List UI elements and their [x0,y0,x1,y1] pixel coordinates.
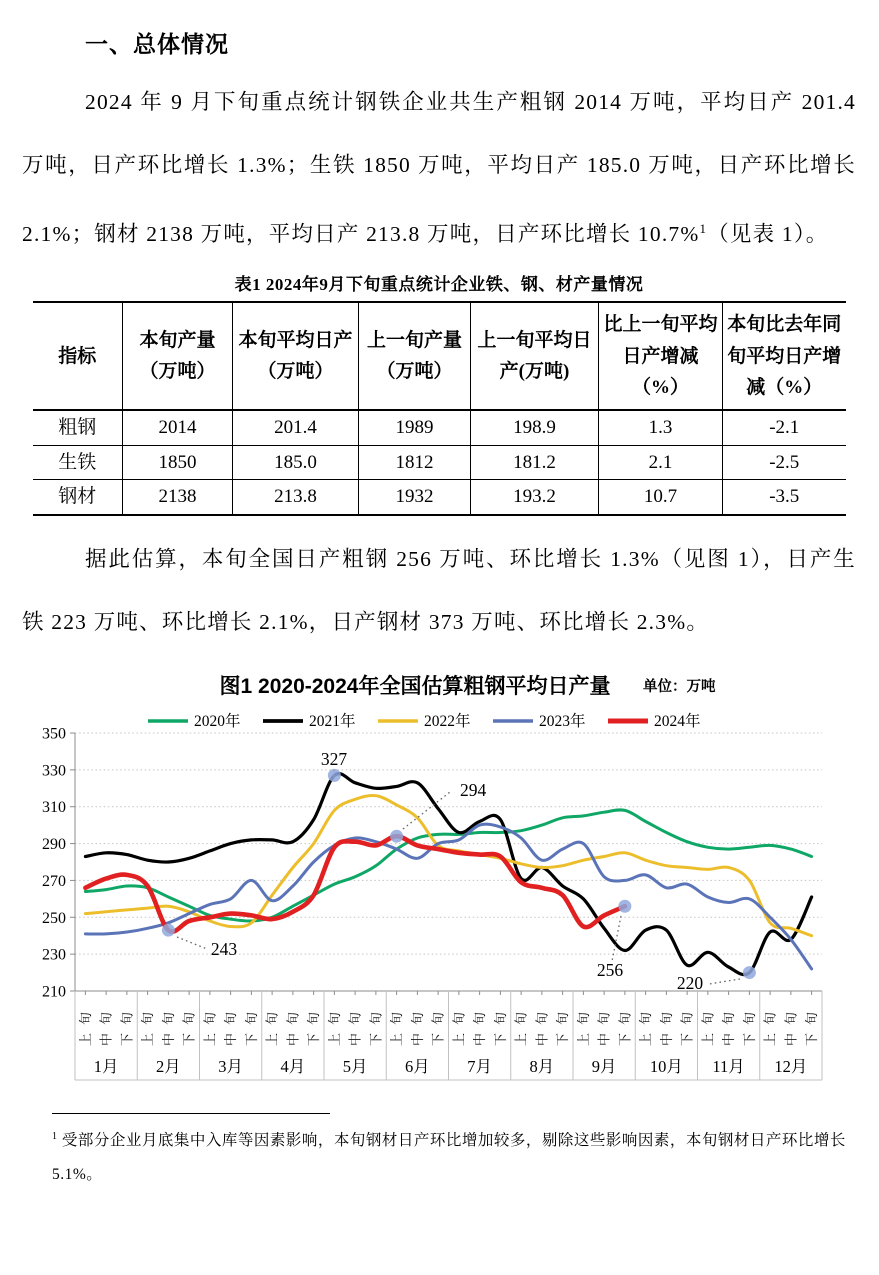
month-label: 6月 [405,1056,430,1076]
paragraph-estimate: 据此估算，本旬全国日产粗钢 256 万吨、环比增长 1.3%（见图 1），日产生铁 223 万吨、环比增长 2.1%，日产钢材 373 万吨、环比增长 2.3%。 [22,546,856,634]
table-header-cell: 比上一旬平均日产增减（%） [599,302,723,410]
annotation-connector [709,979,740,984]
month-label: 10月 [649,1056,683,1076]
x-period-label: 下旬 [617,1003,633,1046]
table-title: 表1 2024年9月下旬重点统计企业铁、钢、材产量情况 [234,275,644,295]
x-period-label: 上旬 [638,1003,654,1046]
table-cell: 1.3 [599,410,723,445]
x-period-label: 上旬 [513,1003,529,1046]
table-cell: 1989 [359,410,471,445]
table-cell: 2.1 [599,445,723,480]
annotation-label: 220 [676,972,704,993]
x-period-label: 中旬 [409,1003,425,1046]
annotation-marker [328,769,341,782]
annotation-label: 294 [460,779,487,800]
table-cell: -2.1 [723,410,846,445]
month-label: 8月 [529,1056,555,1076]
y-axis-label: 310 [42,799,66,817]
footnote [52,1120,856,1192]
table-body [33,410,846,515]
table-header-cell: 本旬产量（万吨） [123,302,233,410]
x-period-label: 中旬 [347,1003,363,1046]
table-header-cell: 指标 [33,302,123,410]
footnote-reference: 1 [699,221,708,236]
x-period-label: 中旬 [783,1003,799,1046]
annotation-label: 243 [210,938,238,959]
x-period-label: 下旬 [804,1003,820,1046]
x-period-label: 下旬 [181,1003,197,1046]
table-cell: 2138 [123,480,233,515]
table-cell: 1932 [359,480,471,515]
x-period-label: 上旬 [264,1003,280,1046]
table-cell: 181.2 [471,445,599,480]
table-cell: 213.8 [233,480,359,515]
x-period-label: 上旬 [451,1003,467,1046]
legend-label: 2020年 [194,712,241,730]
x-period-label: 中旬 [285,1003,301,1046]
series-line-2021年 [85,773,811,974]
table-row [33,480,846,515]
x-period-label: 中旬 [721,1003,737,1046]
annotation-connector [177,937,207,949]
production-table [33,301,846,516]
month-label: 4月 [280,1056,306,1076]
y-axis-label: 350 [42,725,66,743]
y-axis-label: 210 [42,983,66,1001]
x-period-label: 上旬 [762,1003,778,1046]
month-label: 12月 [774,1056,808,1076]
paragraph-tail: （见表 1）。 [707,222,829,247]
legend-label: 2021年 [309,712,356,730]
chart-title: 图1 2020-2024年全国估算粗钢平均日产量 [219,674,611,698]
table-cell: 193.2 [471,480,599,515]
table-header-cell: 本旬平均日产（万吨） [233,302,359,410]
x-period-label: 下旬 [679,1003,695,1046]
table-cell: 钢材 [33,480,123,515]
x-period-label: 中旬 [98,1003,114,1046]
annotation-marker [743,966,756,979]
series-line-2022年 [85,795,811,935]
table-cell: 2014 [123,410,233,445]
x-period-label: 下旬 [243,1003,259,1046]
annotation-label: 327 [320,748,348,769]
table-row [33,445,846,480]
x-period-label: 中旬 [223,1003,239,1046]
annotation-marker [162,924,175,937]
x-period-label: 上旬 [575,1003,591,1046]
y-axis-label: 290 [42,835,66,853]
month-label: 5月 [342,1056,368,1076]
legend-label: 2023年 [539,712,586,730]
legend-label: 2024年 [654,712,701,730]
x-period-label: 中旬 [596,1003,612,1046]
table-cell: -2.5 [723,445,846,480]
table-header-cell: 上一旬平均日产(万吨) [471,302,599,410]
table-cell: 10.7 [599,480,723,515]
x-period-label: 上旬 [389,1003,405,1046]
figure-daily-output-chart [22,658,856,1103]
x-period-label: 上旬 [202,1003,218,1046]
month-label: 9月 [591,1056,617,1076]
table-cell: 1850 [123,445,233,480]
x-period-label: 下旬 [368,1003,384,1046]
x-period-label: 中旬 [658,1003,674,1046]
footnote-text: 受部分企业月底集中入库等因素影响，本旬钢材日产环比增加较多，剔除这些影响因素，本旬钢材日产环比增长 5.1%。 [52,1131,846,1183]
paragraph-overview [22,71,856,266]
x-period-label: 下旬 [555,1003,571,1046]
section-heading: 一、总体情况 [85,31,229,57]
annotation-marker [618,900,631,913]
month-label: 2月 [156,1056,181,1076]
footnote-marker: 1 [52,1130,58,1142]
y-axis-label: 230 [42,946,66,964]
paragraph-text: 2024 年 9 月下旬重点统计钢铁企业共生产粗钢 2014 万吨，平均日产 201.4 万吨，日产环比增长 1.3%；生铁 1850 万吨，平均日产 185.0 万吨，日产环比增长 2.1%；钢材 2138 万吨，平均日产 213.8 万吨，日产环比增长 10.7% [22,90,856,247]
table-cell: 185.0 [233,445,359,480]
annotation-label: 256 [596,959,624,980]
chart-unit-label: 单位：万吨 [643,678,716,695]
table-cell: -3.5 [769,486,800,508]
table-header-cell: 本旬比去年同旬平均日产增减（%） [723,302,846,410]
table-cell: 201.4 [233,410,359,445]
x-period-label: 上旬 [326,1003,342,1046]
x-period-label: 上旬 [140,1003,156,1046]
annotation-marker [390,830,403,843]
table-header-row [33,302,846,410]
x-period-label: 下旬 [306,1003,322,1046]
footnote-divider [52,1113,330,1114]
x-period-label: 下旬 [430,1003,446,1046]
month-label: 3月 [218,1056,243,1076]
table-cell: 生铁 [33,445,123,480]
table-cell: 粗钢 [33,410,123,445]
table-header-cell: 上一旬产量（万吨） [359,302,471,410]
series-line-2020年 [85,810,811,921]
x-period-label: 下旬 [741,1003,757,1046]
legend-label: 2022年 [424,712,471,730]
x-period-label: 中旬 [160,1003,176,1046]
x-period-label: 上旬 [700,1003,716,1046]
x-period-label: 下旬 [492,1003,508,1046]
month-label: 1月 [93,1056,119,1076]
y-axis-label: 270 [42,872,66,890]
y-axis-label: 250 [42,909,66,927]
line-chart [22,658,856,1098]
x-period-label: 上旬 [77,1003,93,1046]
month-label: 7月 [467,1056,492,1076]
x-period-label: 下旬 [119,1003,135,1046]
table-cell: 198.9 [471,410,599,445]
table-cell: 1812 [359,445,471,480]
x-period-label: 中旬 [534,1003,550,1046]
table-row [33,410,846,445]
month-label: 11月 [712,1056,745,1076]
x-period-label: 中旬 [472,1003,488,1046]
y-axis-label: 330 [42,762,66,780]
